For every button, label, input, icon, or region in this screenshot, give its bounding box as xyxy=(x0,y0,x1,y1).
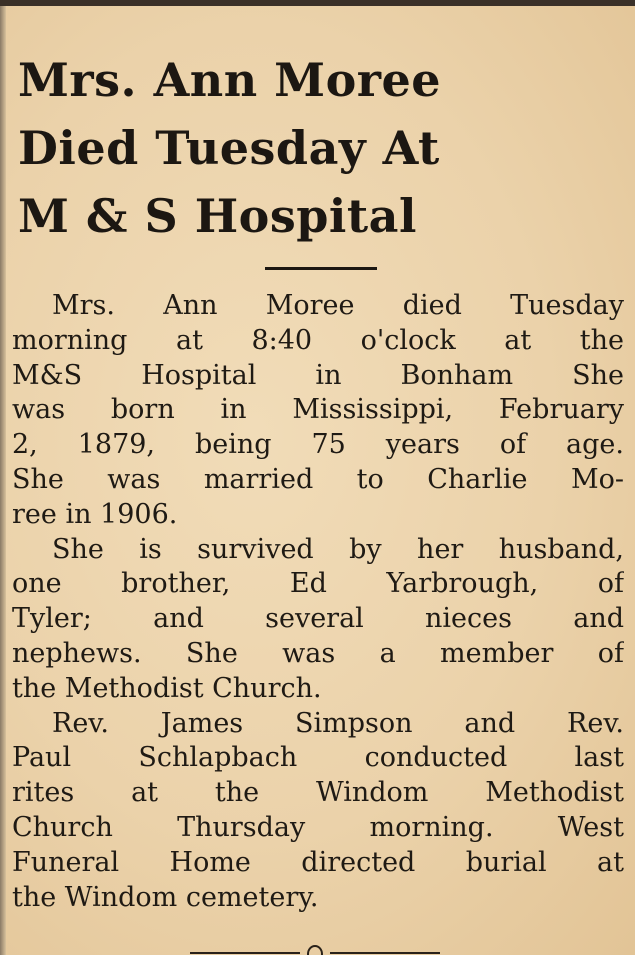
article-line: Rev. James Simpson and Rev. xyxy=(52,707,624,739)
article-line: She is survived by her husband, xyxy=(52,533,624,565)
article-line: M&S Hospital in Bonham She xyxy=(12,359,624,391)
ornament-rule-right xyxy=(330,952,440,954)
headline-line: Mrs. Ann Moree xyxy=(18,53,442,107)
article-line: 2, 1879, being 75 years of age. xyxy=(12,429,624,461)
headline-line: M & S Hospital xyxy=(18,189,417,243)
article-paragraph xyxy=(12,707,624,916)
end-of-article-ornament xyxy=(190,942,440,955)
article-line: was born in Mississippi, February xyxy=(12,394,624,426)
article-line: ree in 1906. xyxy=(12,498,178,530)
article-line: one brother, Ed Yarbrough, of xyxy=(12,568,624,600)
article-line: morning at 8:40 o'clock at the xyxy=(12,324,624,356)
article-body xyxy=(12,289,624,915)
article-line: She was married to Charlie Mo- xyxy=(12,463,624,495)
article-paragraph xyxy=(12,533,624,707)
headline-divider xyxy=(265,267,377,270)
page-edge-left xyxy=(0,6,6,955)
article-line: Church Thursday morning. West xyxy=(12,811,624,843)
article-paragraph xyxy=(12,289,624,533)
headline xyxy=(18,46,618,250)
article-line: nephews. She was a member of xyxy=(12,637,624,669)
headline-line: Died Tuesday At xyxy=(18,121,440,175)
article-line: the Methodist Church. xyxy=(12,672,322,704)
article-line: rites at the Windom Methodist xyxy=(12,777,624,809)
article-line: the Windom cemetery. xyxy=(12,881,319,913)
ornament-circle-icon xyxy=(307,945,323,955)
article-line: Funeral Home directed burial at xyxy=(12,846,624,878)
article-line: Paul Schlapbach conducted last xyxy=(12,742,624,774)
newspaper-clipping xyxy=(0,6,635,955)
article-line: Mrs. Ann Moree died Tuesday xyxy=(52,290,624,321)
ornament-rule-left xyxy=(190,952,300,954)
article-line: Tyler; and several nieces and xyxy=(12,603,624,635)
